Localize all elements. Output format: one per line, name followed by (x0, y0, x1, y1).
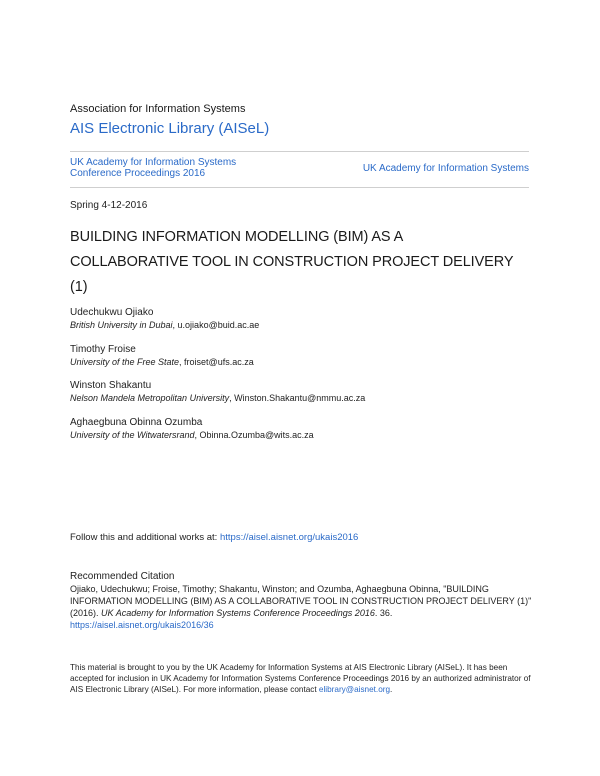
follow-text: Follow this and additional works at: (70, 532, 220, 543)
author-email: , u.ojiako@buid.ac.ae (172, 320, 260, 330)
conference-link[interactable] (70, 157, 236, 179)
publication-date: Spring 4-12-2016 (70, 200, 148, 211)
citation-heading: Recommended Citation (70, 571, 175, 582)
author-block (70, 343, 254, 369)
paper-title-line2: COLLABORATIVE TOOL IN CONSTRUCTION PROJECT DELIVERY (70, 254, 514, 270)
author-affiliation (70, 319, 259, 332)
author-institution: British University in Dubai (70, 320, 173, 330)
paper-title-line3: (1) (70, 279, 88, 295)
top-divider (70, 151, 529, 152)
citation-journal: UK Academy for Information Systems Conference Proceedings 2016 (101, 608, 375, 618)
bottom-divider (70, 187, 529, 188)
copyright-notice (70, 662, 540, 695)
author-affiliation (70, 356, 254, 369)
author-institution: Nelson Mandela Metropolitan University (70, 393, 230, 403)
contact-email-link[interactable]: elibrary@aisnet.org (318, 685, 391, 694)
collection-link[interactable]: https://aisel.aisnet.org/ukais2016 (219, 532, 359, 543)
citation-main: Ojiako, Udechukwu; Froise, Timothy; Shakantu, Winston; and Ozumba, Aghaegbuna Obinna, "BUILDING INFORMATION MODELLING (BIM) AS A COLLABORATIVE TOOL IN CONSTRUCTION PROJECT DELIVERY (1)" (2016). (70, 584, 532, 618)
author-block (70, 379, 365, 405)
paper-title (70, 225, 513, 300)
author-block (70, 416, 314, 442)
notice-end: . (390, 685, 393, 694)
library-link[interactable]: AIS Electronic Library (AISeL) (70, 120, 270, 137)
author-name: Udechukwu Ojiako (70, 307, 154, 318)
author-affiliation (70, 429, 314, 442)
notice-text: This material is brought to you by the UK Academy for Information Systems at AIS Electronic Library (AISeL). It has been accepted for inclusion in UK Academy for Information Systems Conference Proceedings 2016 by an authorized administrator of AIS Electronic Library (AISeL). For more information, please contact (70, 663, 531, 694)
author-email: , Obinna.Ozumba@wits.ac.za (194, 430, 314, 440)
citation-number: . 36. (374, 608, 393, 618)
conference-link-line1: UK Academy for Information Systems (70, 157, 237, 168)
author-affiliation (70, 392, 365, 405)
author-institution: University of the Witwatersrand (70, 430, 195, 440)
follow-line (70, 532, 358, 543)
author-name: Aghaegbuna Obinna Ozumba (70, 417, 203, 428)
author-institution: University of the Free State (70, 357, 180, 367)
conference-link-line2: Conference Proceedings 2016 (70, 168, 206, 179)
author-name: Timothy Froise (70, 344, 136, 355)
author-email: , froiset@ufs.ac.za (179, 357, 254, 367)
author-name: Winston Shakantu (70, 380, 152, 391)
series-link[interactable]: UK Academy for Information Systems (362, 163, 529, 174)
citation-link[interactable]: https://aisel.aisnet.org/ukais2016/36 (70, 620, 214, 630)
association-name: Association for Information Systems (70, 103, 246, 115)
paper-title-line1: BUILDING INFORMATION MODELLING (BIM) AS A (70, 229, 404, 245)
author-email: , Winston.Shakantu@nmmu.ac.za (229, 393, 366, 403)
citation-text (70, 583, 540, 631)
author-block (70, 306, 259, 332)
